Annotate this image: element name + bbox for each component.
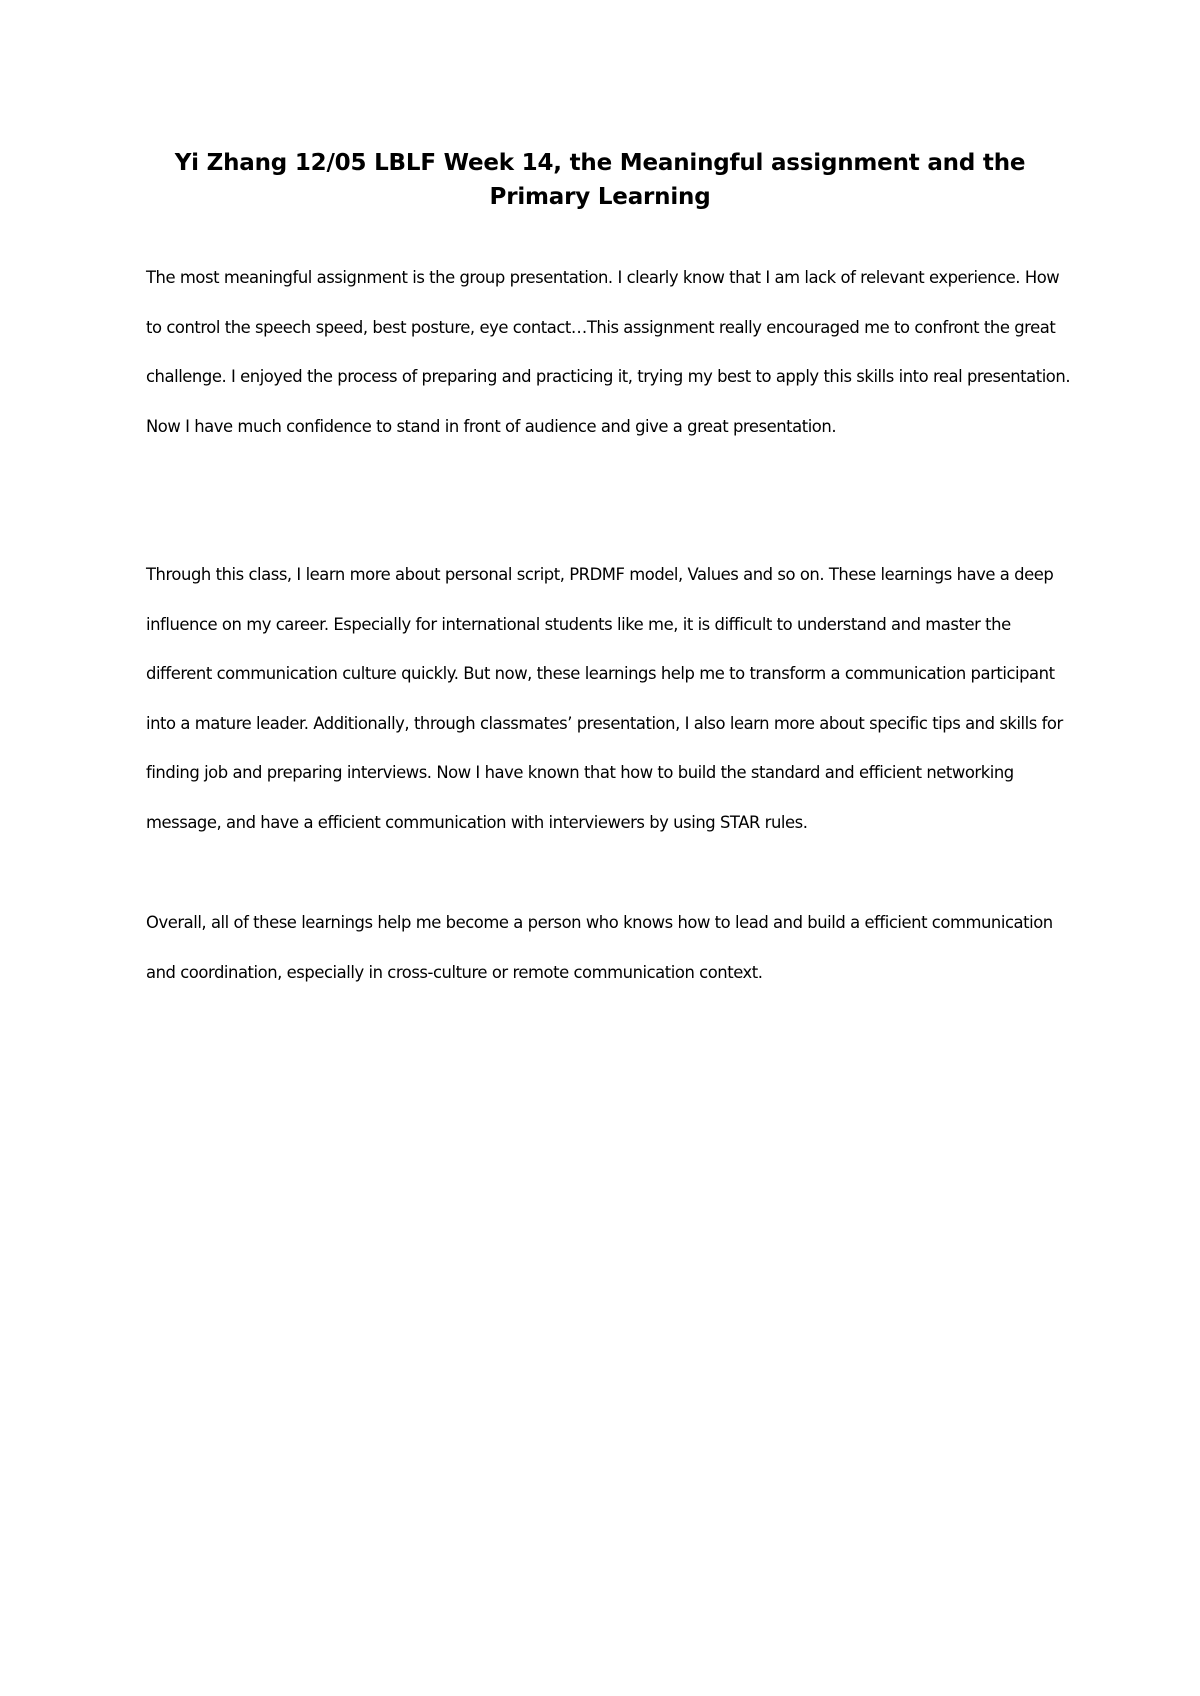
paragraph-class-learnings: Through this class, I learn more about personal script, PRDMF model, Values and so on. These learnings have a deep influence on my career. Especially for international students like me, it is difficult to understand and master the different communication culture quickly. But now, these learnings help me to transform a communication participant into a mature leader. Additionally, through classmates’ presentation, I also learn more about specific tips and skills for finding job and preparing interviews. Now I have known that how to build the standard and efficient networking message, and have a efficient communication with interviewers by using STAR rules.	[146, 565, 1063, 832]
paragraph-overall-summary: Overall, all of these learnings help me become a person who knows how to lead and build a efficient communication and coordination, especially in cross-culture or remote communication context.	[146, 913, 1053, 982]
document-title: Yi Zhang 12/05 LBLF Week 14, the Meaningful assignment and the Primary Learning	[174, 150, 1026, 210]
paragraph-meaningful-assignment: The most meaningful assignment is the group presentation. I clearly know that I am lack of relevant experience. How to control the speech speed, best posture, eye contact…This assignment really encouraged me to confront the great challenge. I enjoyed the process of preparing and practicing it, trying my best to apply this skills into real presentation. Now I have much confidence to stand in front of audience and give a great presentation.	[146, 268, 1071, 436]
